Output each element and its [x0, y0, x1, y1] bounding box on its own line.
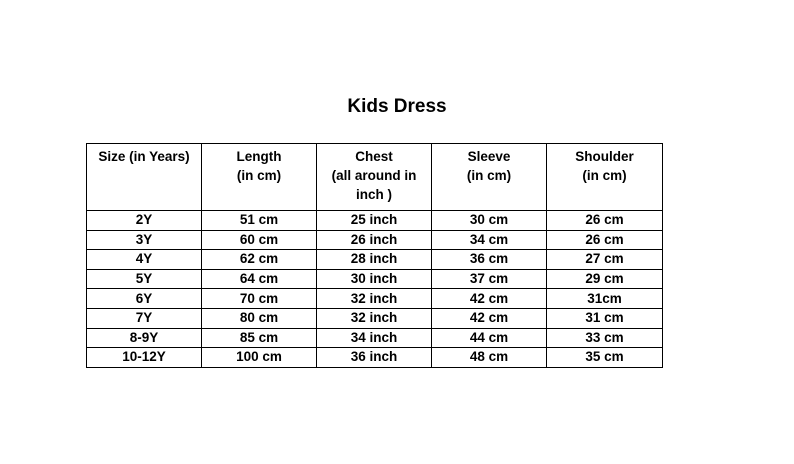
- cell-length: 70 cm: [202, 289, 317, 309]
- cell-sleeve: 42 cm: [432, 289, 547, 309]
- table-row: [87, 348, 663, 368]
- cell-chest: 36 inch: [317, 348, 432, 368]
- size-chart-table: [86, 143, 663, 368]
- cell-shoulder: 29 cm: [547, 269, 663, 289]
- cell-chest: 28 inch: [317, 250, 432, 270]
- cell-length: 80 cm: [202, 308, 317, 328]
- table-row: [87, 230, 663, 250]
- cell-sleeve: 37 cm: [432, 269, 547, 289]
- cell-sleeve: 36 cm: [432, 250, 547, 270]
- table-row: [87, 308, 663, 328]
- document-title: Kids Dress: [347, 96, 447, 117]
- cell-shoulder: 26 cm: [547, 211, 663, 231]
- cell-shoulder: 27 cm: [547, 250, 663, 270]
- header-size: Size (in Years): [87, 144, 202, 211]
- cell-length: 85 cm: [202, 328, 317, 348]
- header-shoulder: Shoulder (in cm): [547, 144, 663, 211]
- header-sleeve: Sleeve (in cm): [432, 144, 547, 211]
- cell-size: 10-12Y: [87, 348, 202, 368]
- table-row: [87, 250, 663, 270]
- cell-shoulder: 26 cm: [547, 230, 663, 250]
- cell-size: 8-9Y: [87, 328, 202, 348]
- cell-chest: 30 inch: [317, 269, 432, 289]
- cell-size: 3Y: [87, 230, 202, 250]
- cell-sleeve: 48 cm: [432, 348, 547, 368]
- cell-chest: 34 inch: [317, 328, 432, 348]
- cell-size: 7Y: [87, 308, 202, 328]
- cell-sleeve: 34 cm: [432, 230, 547, 250]
- cell-length: 100 cm: [202, 348, 317, 368]
- cell-sleeve: 30 cm: [432, 211, 547, 231]
- cell-shoulder: 35 cm: [547, 348, 663, 368]
- cell-size: 2Y: [87, 211, 202, 231]
- cell-size: 5Y: [87, 269, 202, 289]
- cell-sleeve: 42 cm: [432, 308, 547, 328]
- cell-chest: 26 inch: [317, 230, 432, 250]
- cell-shoulder: 33 cm: [547, 328, 663, 348]
- cell-length: 60 cm: [202, 230, 317, 250]
- cell-length: 64 cm: [202, 269, 317, 289]
- header-length: Length (in cm): [202, 144, 317, 211]
- cell-length: 62 cm: [202, 250, 317, 270]
- cell-shoulder: 31 cm: [547, 308, 663, 328]
- cell-length: 51 cm: [202, 211, 317, 231]
- cell-sleeve: 44 cm: [432, 328, 547, 348]
- cell-size: 4Y: [87, 250, 202, 270]
- header-chest: Chest (all around in inch ): [317, 144, 432, 211]
- cell-chest: 32 inch: [317, 308, 432, 328]
- table-header-row: [87, 144, 663, 211]
- cell-size: 6Y: [87, 289, 202, 309]
- cell-chest: 32 inch: [317, 289, 432, 309]
- cell-shoulder: 31cm: [547, 289, 663, 309]
- table-row: [87, 328, 663, 348]
- cell-chest: 25 inch: [317, 211, 432, 231]
- table-row: [87, 289, 663, 309]
- table-row: [87, 269, 663, 289]
- table-row: [87, 211, 663, 231]
